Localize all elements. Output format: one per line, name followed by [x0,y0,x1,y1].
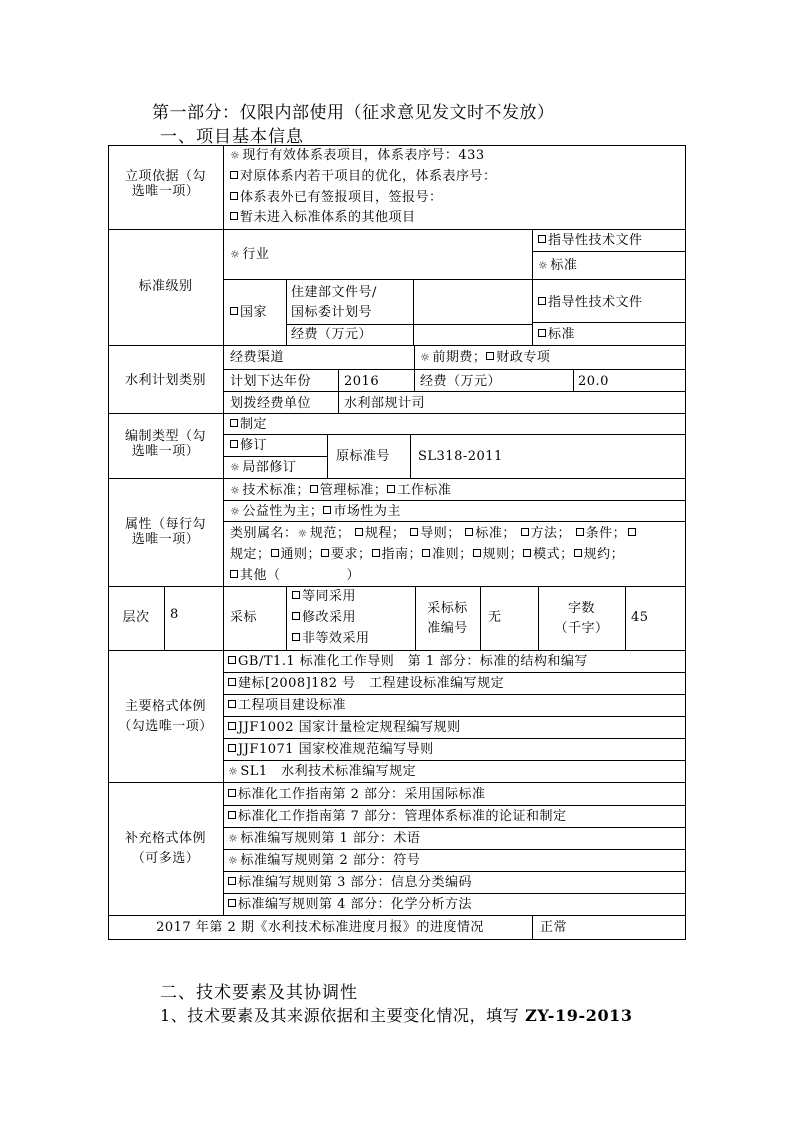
level-national-option[interactable]: 国家 [230,305,267,320]
checkbox-icon [228,811,236,819]
checkbox-icon [228,744,236,752]
radio-icon: ☼ [230,149,241,162]
radio-icon: ☼ [230,248,241,261]
main-format-item[interactable]: JJF1002 国家计量检定规程编写规则 [228,720,461,735]
compile-option-new[interactable]: 制定 [230,417,267,432]
attr-label: 属性（每行勾 选唯一项） [124,517,206,547]
progress-value: 正常 [540,920,568,935]
adopt-number-value: 无 [488,610,502,625]
checkbox-icon [372,549,380,557]
level-national-guide-doc[interactable]: 指导性技术文件 [538,295,643,310]
main-format-item[interactable]: GB/T1.1 标准化工作导则 第 1 部分：标准的结构和编写 [228,654,588,669]
checkbox-icon [228,722,236,730]
level-industry-guide-doc[interactable]: 指导性技术文件 [538,233,643,248]
basis-option-optimize[interactable]: 对原体系内若干项目的优化，体系表序号： [230,169,497,184]
main-format-item[interactable]: 建标[2008]182 号 工程建设标准编写规定 [228,676,504,691]
plan-funds-label: 经费（万元） [420,374,502,389]
checkbox-icon [310,485,318,493]
technical-item-1: 1、技术要素及其来源依据和主要变化情况，填写 ZY-19-2013 [160,1006,633,1025]
checkbox-icon [355,528,363,536]
page-title: 第一部分：仅限内部使用（征求意见发文时不发放） [152,103,555,123]
radio-icon: ☼ [228,765,239,778]
checkbox-icon [230,192,238,200]
checkbox-icon [486,352,494,360]
checkbox-icon [228,899,236,907]
level-industry-option[interactable]: ☼ 行业 [230,247,270,262]
checkbox-icon [228,656,236,664]
plan-unit-value: 水利部规计司 [344,396,426,411]
adopt-label: 采标 [230,610,258,625]
radio-icon: ☼ [230,505,241,518]
compile-option-revise[interactable]: 修订 [230,438,267,453]
adopt-option-nonequivalent[interactable]: 非等效采用 [292,631,370,646]
project-info-table [108,145,686,940]
checkbox-icon [410,528,418,536]
main-format-item[interactable]: ☼ SL1 水利技术标准编写规定 [228,764,417,779]
plan-year-label: 计划下达年份 [230,374,312,389]
plan-funds-value: 20.0 [578,374,609,389]
compile-label: 编制类型（勾 选唯一项） [124,429,206,459]
level-industry-standard[interactable]: ☼ 标准 [538,258,578,273]
plan-label: 水利计划类别 [124,373,206,388]
checkbox-icon [323,506,331,514]
basis-option-report[interactable]: 体系表外已有签报项目，签报号： [230,190,443,205]
word-count-value: 45 [631,610,649,625]
checkbox-icon [228,789,236,797]
radio-icon: ☼ [297,527,308,540]
section-heading-technical: 二、技术要素及其协调性 [160,983,358,1003]
basis-label: 立项依据（勾 选唯一项） [124,169,206,199]
supp-format-label: 补充格式体例 （可多选） [124,831,206,866]
checkbox-icon [576,528,584,536]
checkbox-icon [523,549,531,557]
compile-orig-value: SL318-2011 [418,449,503,464]
compile-option-partial[interactable]: ☼ 局部修订 [230,460,297,475]
radio-icon: ☼ [420,351,431,364]
checkbox-icon [292,612,300,620]
radio-icon: ☼ [538,259,549,272]
checkbox-icon [538,235,546,243]
form-code: ZY-19-2013 [525,1006,633,1025]
checkbox-icon [422,549,430,557]
adopt-option-modified[interactable]: 修改采用 [292,610,356,625]
checkbox-icon [230,440,238,448]
progress-label: 2017 年第 2 期《水利技术标准进度月报》的进度情况 [156,920,484,935]
checkbox-icon [465,528,473,536]
checkbox-icon [271,549,279,557]
radio-icon: ☼ [228,832,239,845]
checkbox-icon [230,307,238,315]
main-format-label: 主要格式体例 （勾选唯一项） [118,699,213,734]
checkbox-icon [574,549,582,557]
supp-format-item[interactable]: 标准编写规则第 4 部分：化学分析方法 [228,897,472,912]
supp-format-item[interactable]: 标准编写规则第 3 部分：信息分类编码 [228,875,472,890]
attr-row-type[interactable]: ☼ 技术标准； 管理标准； 工作标准 [230,483,452,498]
plan-unit-label: 划拨经费单位 [230,396,312,411]
layer-value: 8 [170,607,179,622]
checkbox-icon [230,171,238,179]
section-heading-basic-info: 一、项目基本信息 [160,127,304,147]
supp-format-item[interactable]: 标准化工作指南第 2 部分：采用国际标准 [228,787,486,802]
checkbox-icon [292,591,300,599]
checkbox-icon [387,485,395,493]
checkbox-icon [228,678,236,686]
checkbox-icon [628,528,636,536]
checkbox-icon [321,549,329,557]
radio-icon: ☼ [230,484,241,497]
checkbox-icon [521,528,529,536]
compile-orig-label: 原标准号 [336,449,391,464]
attr-row-nature[interactable]: ☼ 公益性为主； 市场性为主 [230,504,401,519]
plan-channel-label: 经费渠道 [230,350,285,365]
radio-icon: ☼ [230,461,241,474]
adopt-number-label: 采标标 准编号 [427,601,468,636]
supp-format-item[interactable]: ☼ 标准编写规则第 2 部分：符号 [228,853,421,868]
layer-label: 层次 [122,610,150,625]
word-count-label: 字数 （千字） [554,601,609,636]
checkbox-icon [473,549,481,557]
main-format-item[interactable]: 工程项目建设标准 [228,698,346,713]
basis-option-current[interactable]: ☼ 现行有效体系表项目，体系表序号：433 [230,148,485,163]
checkbox-icon [292,633,300,641]
attr-row-category-1[interactable]: 类别属名：☼ 规范； 规程； 导则； 标准； 方法； 条件； [230,526,638,541]
checkbox-icon [230,419,238,427]
supp-format-item[interactable]: 标准化工作指南第 7 部分：管理体系标准的论证和制定 [228,809,567,824]
level-label: 标准级别 [138,279,193,294]
level-plan-number-label: 住建部文件号/ 国标委计划号 [291,285,377,320]
checkbox-icon [230,570,238,578]
plan-channel-options[interactable]: ☼ 前期费； 财政专项 [420,350,551,365]
checkbox-icon [538,329,546,337]
radio-icon: ☼ [228,854,239,867]
main-format-item[interactable]: JJF1071 国家校准规范编写导则 [228,742,434,757]
attr-row-other[interactable]: 其他（ ） [230,568,360,583]
level-national-standard[interactable]: 标准 [538,327,575,342]
checkbox-icon [538,297,546,305]
plan-year-value: 2016 [344,374,380,389]
basis-option-other[interactable]: 暂未进入标准体系的其他项目 [230,210,416,225]
checkbox-icon [228,700,236,708]
supp-format-item[interactable]: ☼ 标准编写规则第 1 部分：术语 [228,831,421,846]
checkbox-icon [228,877,236,885]
checkbox-icon [230,212,238,220]
adopt-option-identical[interactable]: 等同采用 [292,589,356,604]
level-funds-label: 经费（万元） [291,327,373,342]
attr-row-category-2[interactable]: 规定； 通则； 要求； 指南； 准则； 规则； 模式； 规约； [230,547,625,562]
